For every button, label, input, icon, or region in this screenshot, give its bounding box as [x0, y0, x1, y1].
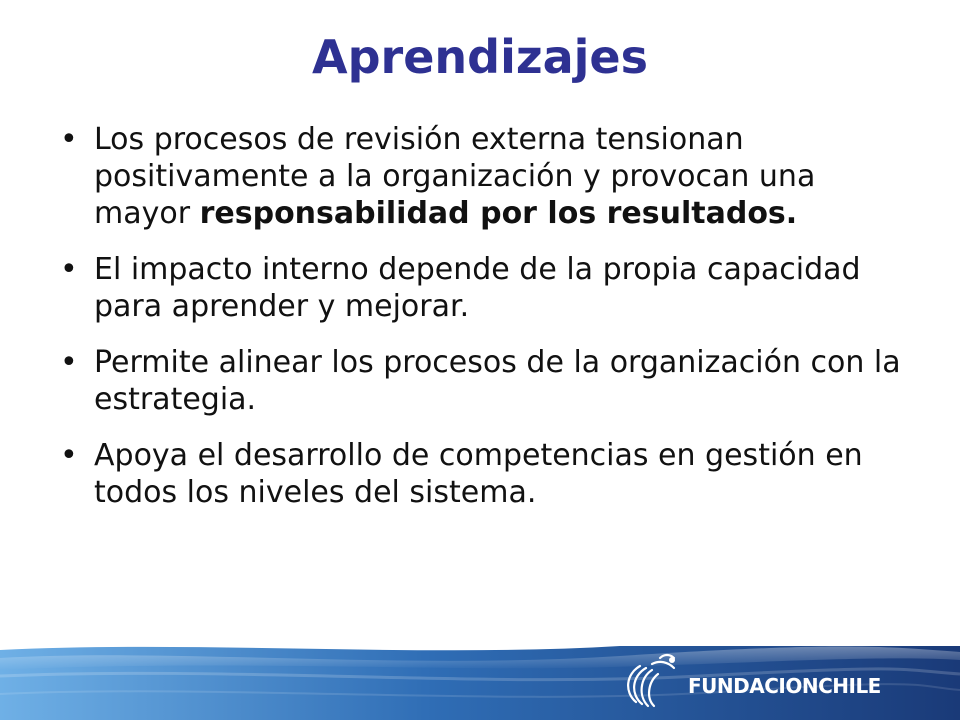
bullet-text: Permite alinear los procesos de la organización con la estrategia. [94, 345, 901, 417]
slide-title: Aprendizajes [311, 30, 648, 84]
bullet-item-3 [58, 344, 918, 418]
bullet-text: El impacto interno depende de la propia capacidad para aprender y mejorar. [94, 252, 861, 324]
bullet-marker: • [60, 345, 78, 380]
bullet-item-1 [58, 121, 918, 232]
bullet-item-2 [58, 251, 918, 325]
globe-swirl-icon [622, 652, 684, 712]
bullet-item-4 [58, 437, 918, 511]
bullet-text: Apoya el desarrollo de competencias en gestión en todos los niveles del sistema. [94, 438, 863, 510]
bullet-marker: • [60, 122, 78, 157]
bullet-text: Los procesos de revisión externa tensionan positivamente a la organización y provocan una mayor [94, 122, 816, 231]
bullet-list [58, 121, 918, 530]
logo-text: FUNDACIONCHILE [688, 674, 881, 698]
bullet-bold-text: responsabilidad por los resultados. [199, 196, 798, 231]
bullet-marker: • [60, 438, 78, 473]
bullet-marker: • [60, 252, 78, 287]
fundacionchile-logo [622, 652, 942, 712]
